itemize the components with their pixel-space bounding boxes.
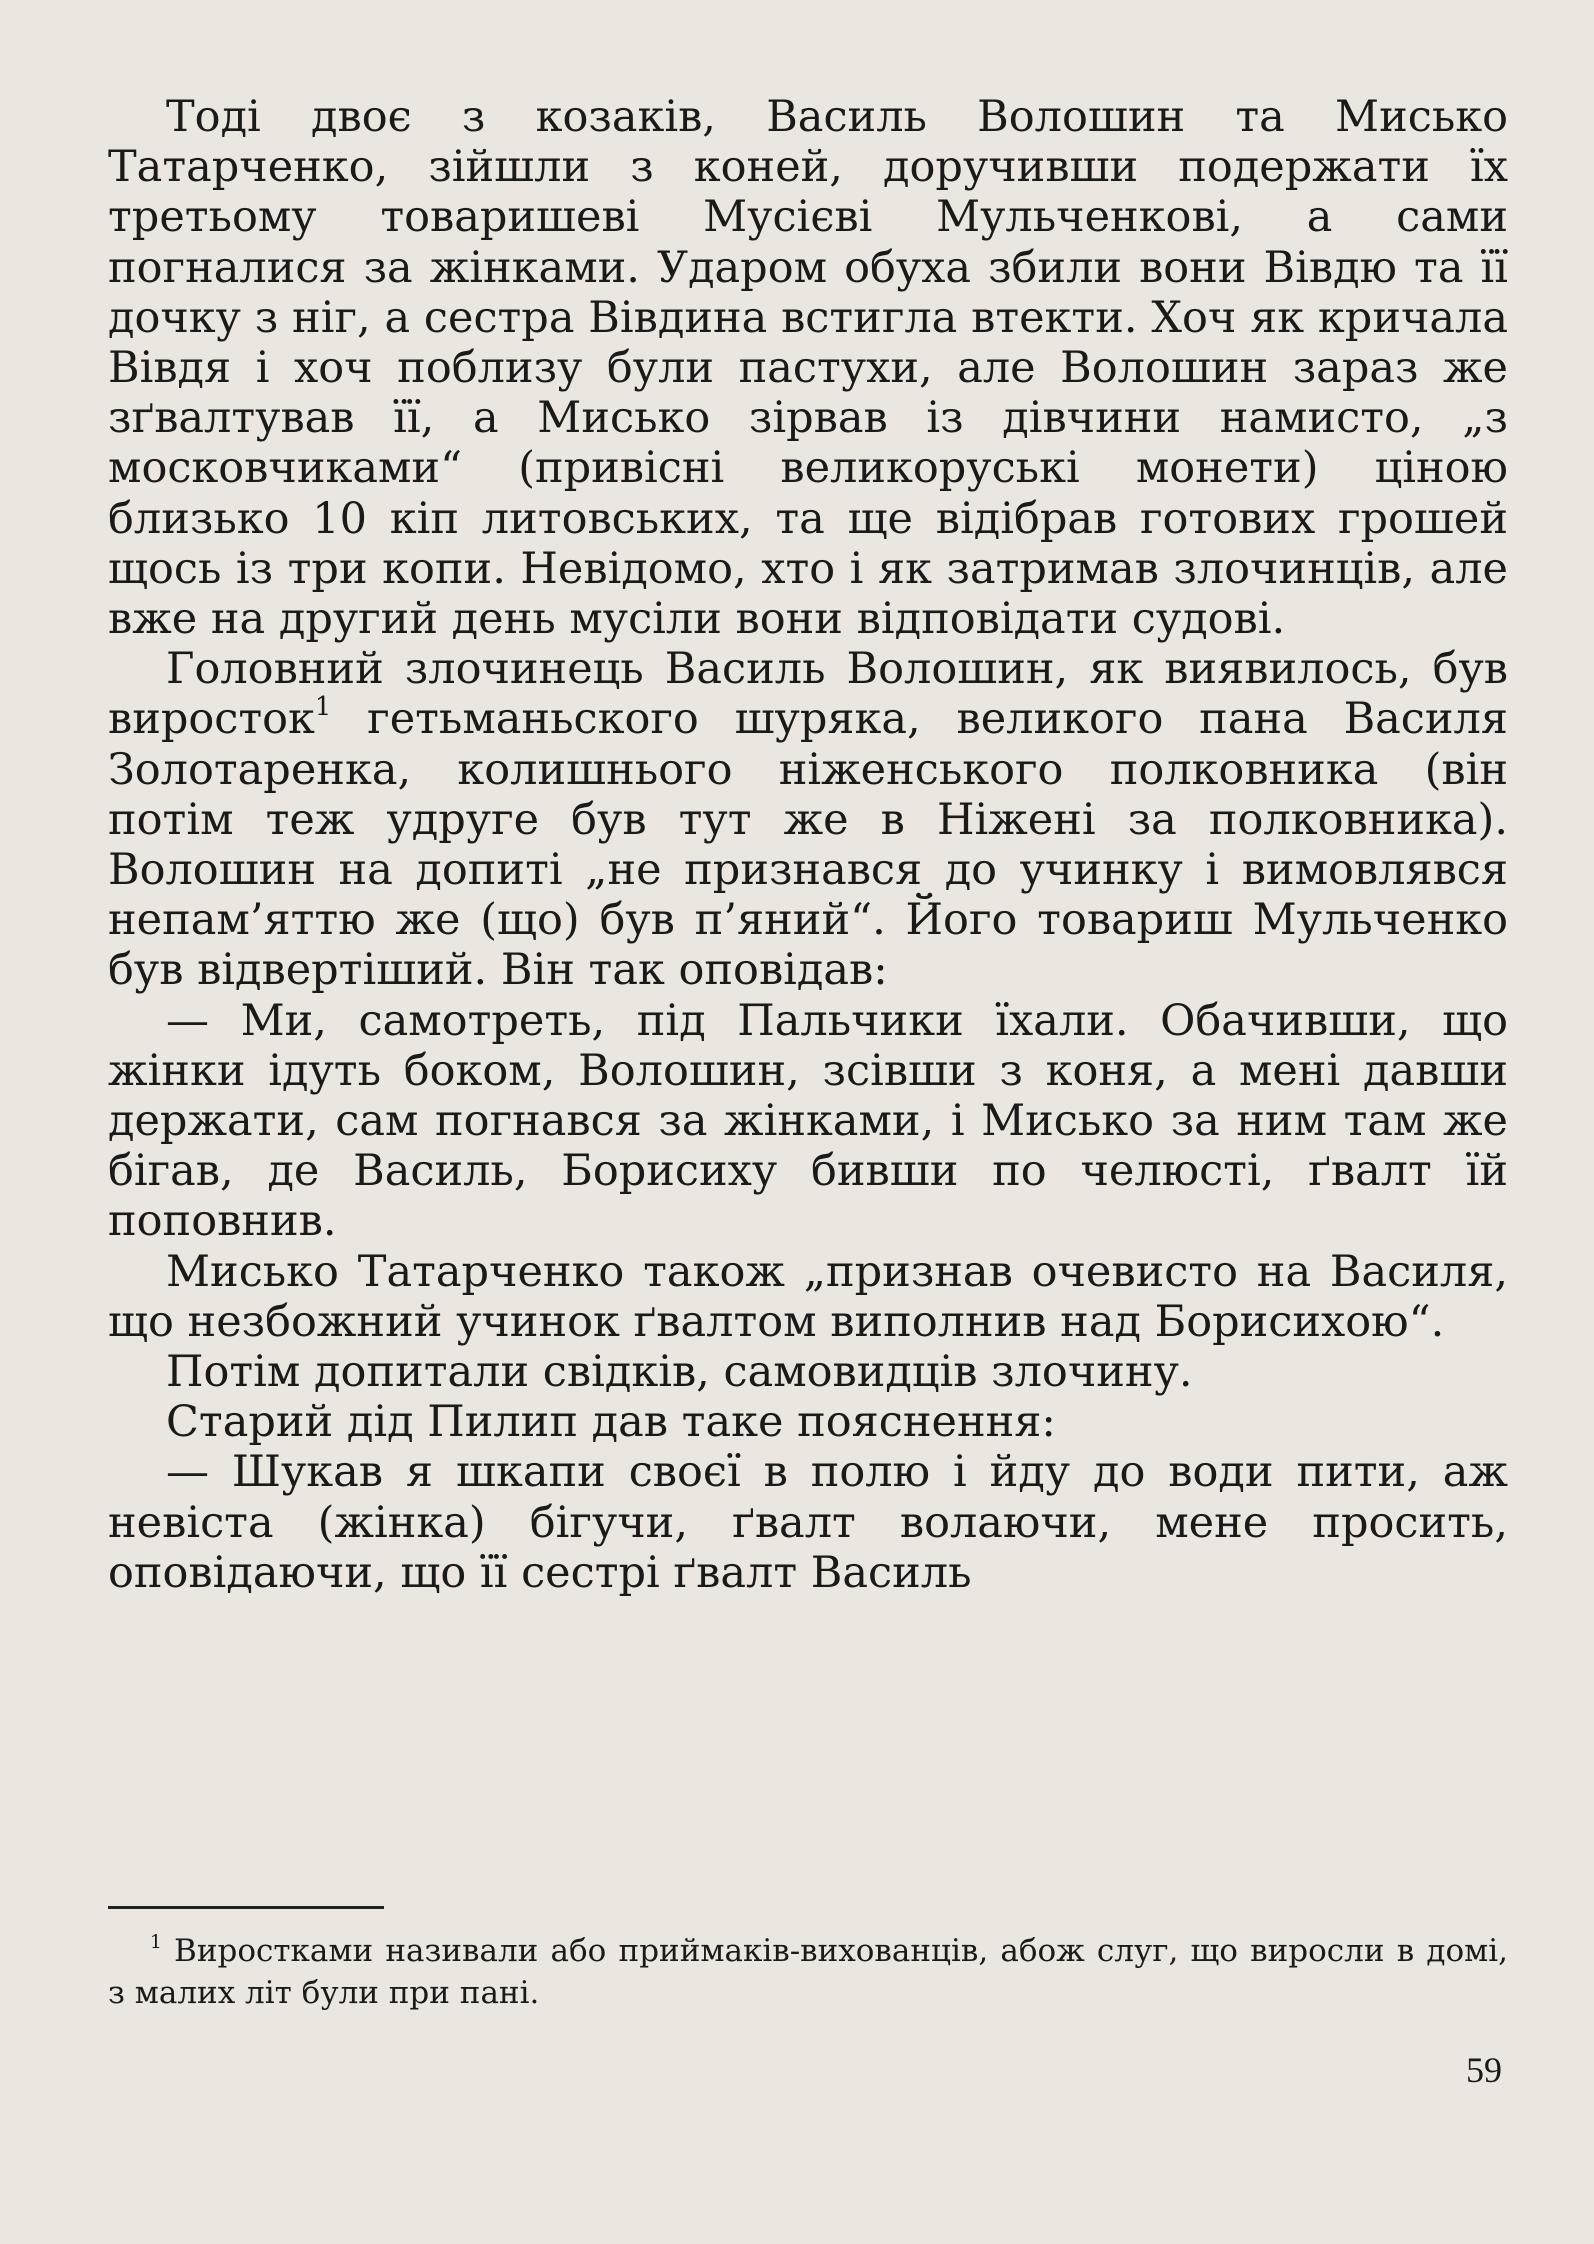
- paragraph-1: Тоді двоє з козаків, Василь Волошин та Мисько Татарченко, зійшли з коней, доручивши подержати їх третьому товаришеві Мусієві Мульченкові, а сами погналися за жінками. Ударом обуха збили вони Вівдю та її дочку з ніг, а сестра Вівдина встигла втекти. Хоч як кричала Вівдя і хоч поблизу були пастухи, але Волошин зараз же зґвалтував її, а Мисько зірвав із дівчини намисто, „з московчиками“ (привісні великоруські монети) ціною близько 10 кіп литовських, та ще відібрав готових грошей щось із три копи. Невідомо, хто і як затримав злочинців, але вже на другий день мусіли вони відповідати судові.: [108, 92, 1508, 645]
- footnote: [108, 1930, 1508, 2014]
- footnote-divider: [108, 1906, 384, 1909]
- paragraph-2-rest: гетьманьского шуряка, великого пана Василя Золотаренка, колишнього ніженського полковника (він потім теж удруге був тут же в Ніжені за полковника). Волошин на допиті „не признався до учинку і вимовлявся непам’яттю же (що) був п’яний“. Його товариш Мульченко був відвертіший. Він так оповідав:: [108, 694, 1508, 996]
- footnote-text: Виростками називали або приймаків-вихованців, абож слуг, що виросли в домі, з малих літ були при пані.: [108, 1933, 1508, 2011]
- paragraph-4: Мисько Татарченко також „признав очевисто на Василя, що незбожний учинок ґвалтом виполнив над Борисихою“.: [108, 1246, 1508, 1347]
- paragraph-2-start: Головний злочинець Василь Волошин, як виявилось, був виросток: [108, 644, 1508, 745]
- page-number: 59: [1466, 2050, 1502, 2090]
- paragraph-6: Старий дід Пилип дав таке пояснення:: [166, 1397, 1056, 1448]
- paragraph-7: — Шукав я шкапи своєї в полю і йду до води пити, аж невіста (жінка) бігучи, ґвалт волаючи, мене просить, оповідаючи, що її сестрі ґвалт Василь: [108, 1447, 1508, 1598]
- footnote-ref: 1: [314, 692, 332, 723]
- paragraph-2: [108, 644, 1508, 995]
- paragraph-5: Потім допитали свідків, самовидців злочину.: [166, 1347, 1193, 1398]
- paragraph-3: — Ми, самотреть, під Пальчики їхали. Обачивши, що жінки ідуть боком, Волошин, зсівши з коня, а мені давши держати, сам погнався за жінками, і Мисько за ним там же бігав, де Василь, Борисиху бивши по челюсті, ґвалт їй поповнив.: [108, 995, 1508, 1247]
- footnote-marker: 1: [150, 1931, 162, 1953]
- main-text: [108, 92, 1508, 1598]
